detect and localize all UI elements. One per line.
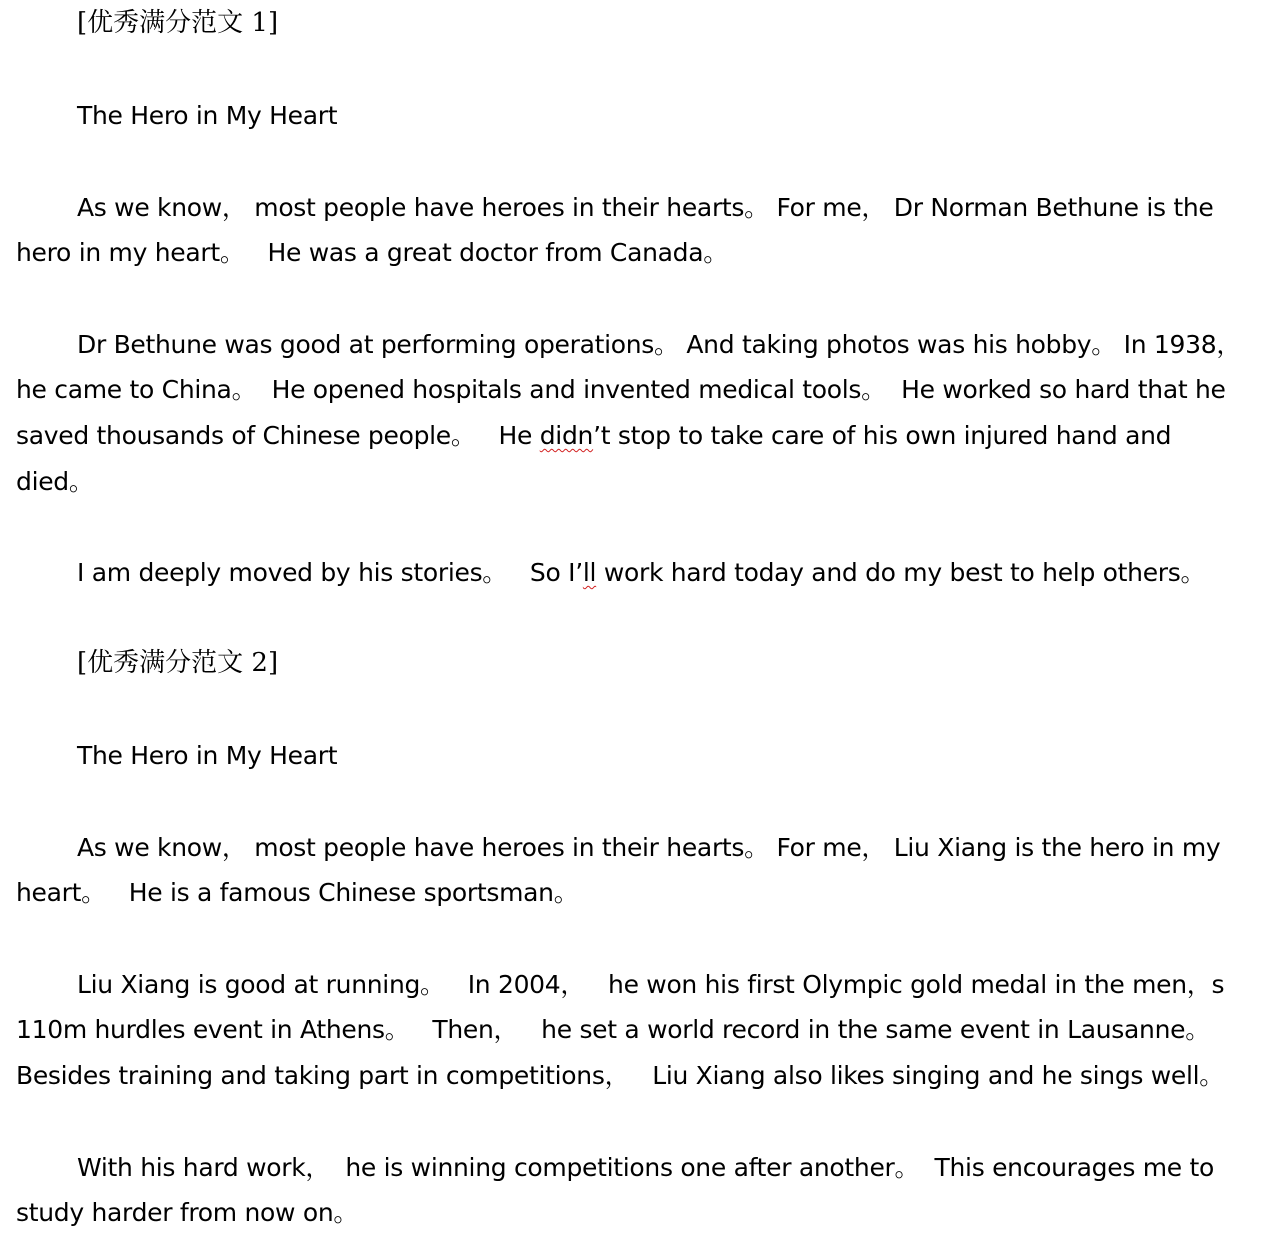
essay-2-paragraph-3-line-2: study harder from now on。 [16,1198,359,1227]
text-run: I am deeply moved by his stories。 So I’ [77,558,583,587]
essay-2-paragraph-2-line-3: Besides training and taking part in competitions， Liu Xiang also likes singing and he sings well。 [16,1061,1225,1090]
essay-2-label: [优秀满分范文 2] [77,648,279,678]
essay-1-paragraph-3-line-1 [77,558,1205,588]
text-run: work hard today and do my best to help others。 [596,558,1206,587]
essay-1-paragraph-2-line-1: Dr Bethune was good at performing operations。 And taking photos was his hobby。 In 1938， [77,330,1242,359]
text-run: saved thousands of Chinese people。 He [16,421,540,450]
essay-2-paragraph-1-line-1: As we know， most people have heroes in their hearts。 For me， Liu Xiang is the hero in my [77,833,1221,862]
essay-2-paragraph-2-line-1: Liu Xiang is good at running。 In 2004， he won his first Olympic gold medal in the men，s [77,970,1225,999]
essay-2-paragraph-2-line-2: 110m hurdles event in Athens。 Then， he set a world record in the same event in Lausanne。 [16,1015,1210,1044]
essay-1-title: The Hero in My Heart [77,101,338,130]
text-run: ’t stop to take care of his own injured hand and [593,421,1172,450]
essay-2-paragraph-3-line-1: With his hard work， he is winning competitions one after another。 This encourages me to [77,1153,1214,1182]
essay-1-label: [优秀满分范文 1] [77,8,279,38]
essay-1-paragraph-1-line-1: As we know， most people have heroes in their hearts。 For me， Dr Norman Bethune is the [77,193,1214,222]
essay-1-paragraph-2-line-2: he came to China。 He opened hospitals and invented medical tools。 He worked so hard that he [16,375,1226,404]
essay-2-title: The Hero in My Heart [77,741,338,770]
essay-2-paragraph-1-line-2: heart。 He is a famous Chinese sportsman。 [16,878,579,907]
spellcheck-flagged-word: ll [582,558,597,587]
essay-1-paragraph-2-line-4: died。 [16,467,94,496]
essay-1-paragraph-2-line-3 [16,421,1171,451]
essay-1-paragraph-1-line-2: hero in my heart。 He was a great doctor from Canada。 [16,238,728,267]
spellcheck-flagged-word: didn [539,421,594,450]
